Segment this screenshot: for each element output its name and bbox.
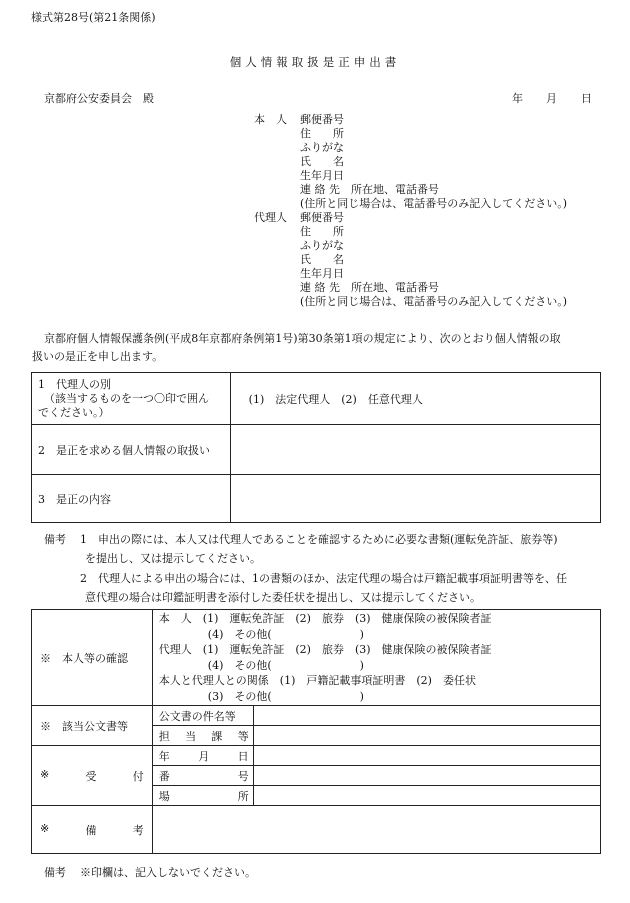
related-documents-label: ※ 該当公文書等: [32, 706, 153, 746]
agent-name: 氏 名: [300, 253, 344, 266]
self-birthdate: 生年月日: [300, 169, 344, 182]
office-remarks-label: [32, 806, 153, 854]
receipt-label: [32, 746, 153, 806]
receipt-number-char-2: 号: [237, 769, 249, 783]
agent-type-label: 1 代理人の別: [38, 377, 111, 391]
agent-contact-note: (住所と同じ場合は、電話番号のみ記入してください。): [300, 295, 568, 308]
receipt-char-2: 付: [132, 769, 144, 783]
date-year-label: 年: [512, 92, 523, 105]
section-label-char-1: 担: [158, 729, 170, 743]
receipt-char-1: 受: [85, 769, 97, 783]
remarks-label: 備考: [44, 533, 66, 546]
agent-type-options[interactable]: (1) 法定代理人 (2) 任意代理人: [230, 373, 600, 425]
agent-type-instruction: （該当するものを一つ〇印で囲ん: [44, 391, 209, 405]
section-label: [152, 726, 253, 746]
handling-input[interactable]: [230, 425, 600, 475]
agent-contact: 連 絡 先 所在地、電話番号: [300, 281, 439, 294]
correction-label: 3 是正の内容: [32, 475, 231, 523]
receipt-place-char-1: 場: [158, 789, 170, 803]
agent-birthdate: 生年月日: [300, 267, 344, 280]
section-label-char-4: 等: [237, 729, 249, 743]
remarks-item-2-line-1: 代理人による申出の場合には、1の書類のほか、法定代理の場合は戸籍記載事項証明書等を、任: [98, 572, 567, 585]
page-title: 個人情報取扱是正申出書: [229, 55, 401, 69]
office-remarks-input[interactable]: [152, 806, 600, 854]
form-number: 様式第28号(第21条関係): [31, 11, 156, 24]
agent-type-instruction-cont: でください。）: [38, 405, 110, 419]
self-postal-code: 郵便番号: [300, 113, 344, 126]
self-address: 住 所: [300, 127, 344, 140]
request-table: [31, 372, 601, 523]
receipt-mark: ※: [40, 767, 50, 781]
identity-agent-line: 代理人 (1) 運転免許証 (2) 旅券 (3) 健康保険の被保険者証: [158, 643, 492, 656]
self-contact: 連 絡 先 所在地、電話番号: [300, 183, 439, 196]
section-label-char-2: 当: [185, 729, 197, 743]
remarks-item-1-line-2: を提出し、又は提示してください。: [85, 552, 261, 565]
receipt-place-input[interactable]: [253, 786, 600, 806]
office-use-table: [31, 609, 601, 854]
identity-agent-other: (4) その他( ): [207, 658, 364, 672]
remarks-number-1: 1: [80, 533, 87, 546]
identity-check-options: [152, 610, 600, 706]
agent-furigana: ふりがな: [300, 239, 344, 252]
receipt-month: 月: [198, 749, 210, 763]
addressee: 京都府公安委員会 殿: [44, 92, 154, 105]
section-label-char-3: 課: [211, 729, 223, 743]
receipt-number-input[interactable]: [253, 766, 600, 786]
document-title-input[interactable]: [253, 706, 600, 726]
receipt-day: 日: [237, 749, 249, 763]
handling-label: 2 是正を求める個人情報の取扱い: [32, 425, 231, 475]
document-title-label: 公文書の件名等: [152, 706, 253, 726]
remarks-item-1-line-1: 申出の際には、本人又は代理人であることを確認するために必要な書類(運転免許証、旅券等): [98, 533, 558, 546]
remarks-item-2-line-2: 意代理の場合は印鑑証明書を添付した委任状を提出し、又は提示してください。: [85, 591, 481, 604]
office-remarks-char-1: 備: [85, 823, 97, 837]
receipt-number-label: [152, 766, 253, 786]
date-month-label: 月: [546, 92, 557, 105]
identity-relation-line: 本人と代理人との関係 (1) 戸籍記載事項証明書 (2) 委任状: [158, 674, 476, 687]
self-furigana: ふりがな: [300, 141, 344, 154]
agent-address: 住 所: [300, 225, 344, 238]
footer-remarks-label: 備考: [44, 866, 66, 879]
agent-label: 代理人: [254, 211, 287, 224]
office-remarks-char-2: 考: [132, 823, 144, 837]
agent-type-label-cell: [32, 373, 231, 425]
identity-check-label: ※ 本人等の確認: [32, 610, 153, 706]
correction-input[interactable]: [230, 475, 600, 523]
identity-self-line: 本 人 (1) 運転免許証 (2) 旅券 (3) 健康保険の被保険者証: [158, 612, 492, 625]
date-day-label: 日: [581, 92, 592, 105]
receipt-date-input[interactable]: [253, 746, 600, 766]
receipt-date-label: [152, 746, 253, 766]
footer-remarks-text: ※印欄は、記入しないでください。: [80, 866, 256, 879]
statement-line-1: 京都府個人情報保護条例(平成8年京都府条例第1号)第30条第1項の規定により、次のとおり個人情報の取: [44, 332, 561, 345]
identity-relation-other: (3) その他( ): [207, 689, 364, 703]
self-contact-note: (住所と同じ場合は、電話番号のみ記入してください。): [300, 197, 568, 210]
receipt-place-label: [152, 786, 253, 806]
identity-self-other: (4) その他( ): [207, 627, 364, 641]
office-remarks-mark: ※: [40, 821, 50, 835]
statement-line-2: 扱いの是正を申し出ます。: [32, 350, 164, 363]
remarks-number-2: 2: [80, 572, 87, 585]
receipt-place-char-2: 所: [237, 789, 249, 803]
self-name: 氏 名: [300, 155, 344, 168]
section-input[interactable]: [253, 726, 600, 746]
agent-postal-code: 郵便番号: [300, 211, 344, 224]
receipt-number-char-1: 番: [158, 769, 170, 783]
receipt-year: 年: [158, 749, 170, 763]
self-label: 本 人: [254, 113, 287, 126]
